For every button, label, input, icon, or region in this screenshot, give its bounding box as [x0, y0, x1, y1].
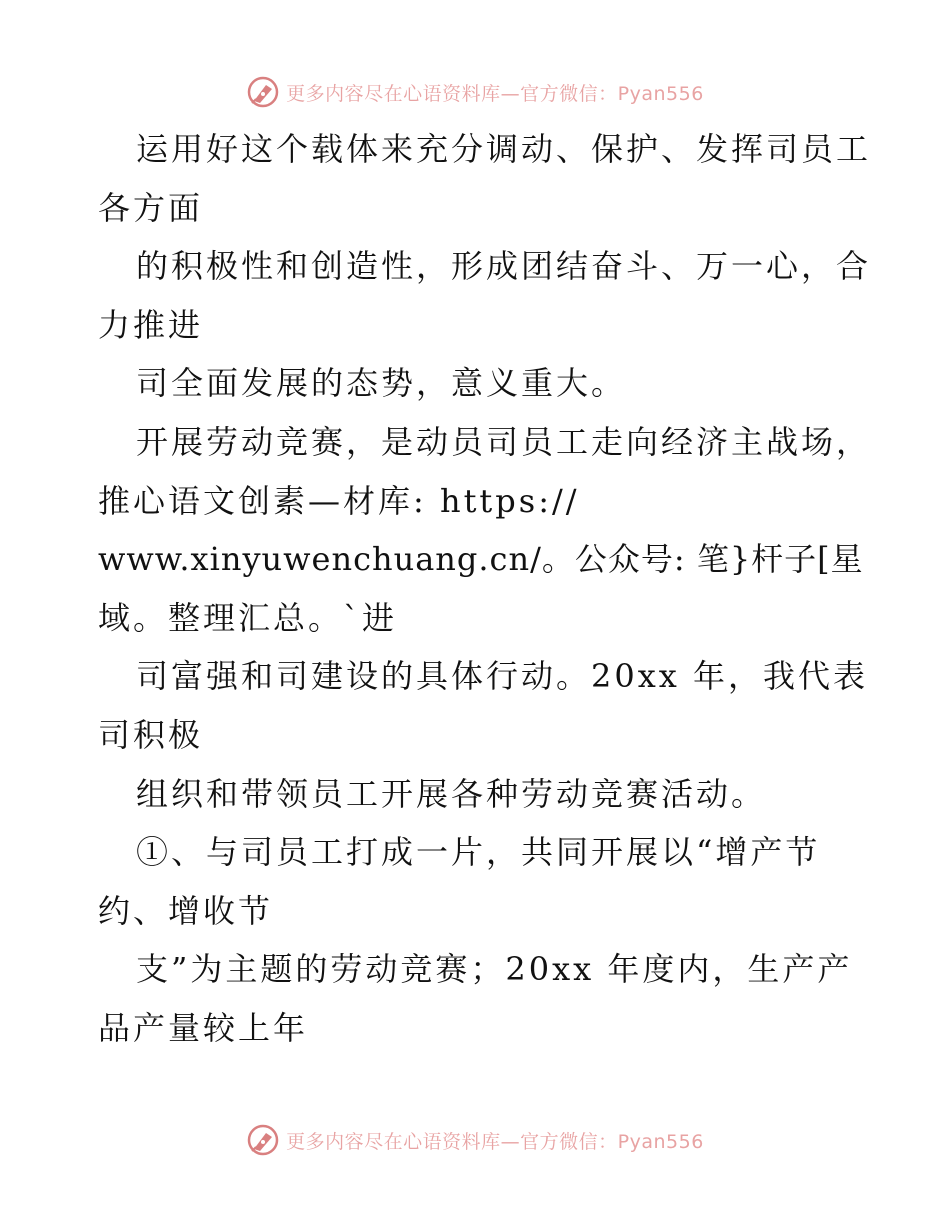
header-banner [0, 72, 950, 112]
text-line: www.xinyuwenchuang.cn/。公众号: 笔}杆子[星 [98, 540, 864, 579]
header-banner-text: 更多内容尽在心语资料库—官方微信：Pyan556 [286, 82, 704, 105]
text-line: 约、增收节 [98, 891, 274, 930]
text-line: 的积极性和创造性，形成团结奋斗、万一心，合 [136, 247, 872, 286]
footer-banner-text: 更多内容尽在心语资料库—官方微信：Pyan556 [286, 1130, 704, 1153]
text-line: 品产量较上年 [98, 1008, 309, 1047]
text-line: 开展劳动竞赛，是动员司员工走向经济主战场， [136, 422, 872, 461]
text-line: 推心语文创素—材库: https:// [98, 481, 580, 520]
text-line: 支”为主题的劳动竞赛；20xx 年度内，生产产 [136, 950, 853, 989]
text-line: 运用好这个载体来充分调动、保护、发挥司员工 [136, 130, 872, 168]
text-line: 组织和带领员工开展各种劳动竞赛活动。 [136, 774, 767, 813]
text-line: 司富强和司建设的具体行动。20xx 年，我代表 [136, 657, 868, 696]
pen-nib-logo-icon [246, 1123, 280, 1157]
pen-nib-logo-icon [246, 75, 280, 109]
document-body [98, 120, 872, 1058]
footer-banner [0, 1120, 950, 1160]
text-line: 各方面 [98, 188, 204, 227]
text-line: 司全面发展的态势，意义重大。 [136, 364, 627, 403]
text-line: 司积极 [98, 715, 204, 754]
text-line: 力推进 [98, 305, 204, 344]
text-line: ①、与司员工打成一片，共同开展以“增产节 [136, 833, 821, 872]
text-line: 域。整理汇总。`进 [98, 598, 398, 637]
